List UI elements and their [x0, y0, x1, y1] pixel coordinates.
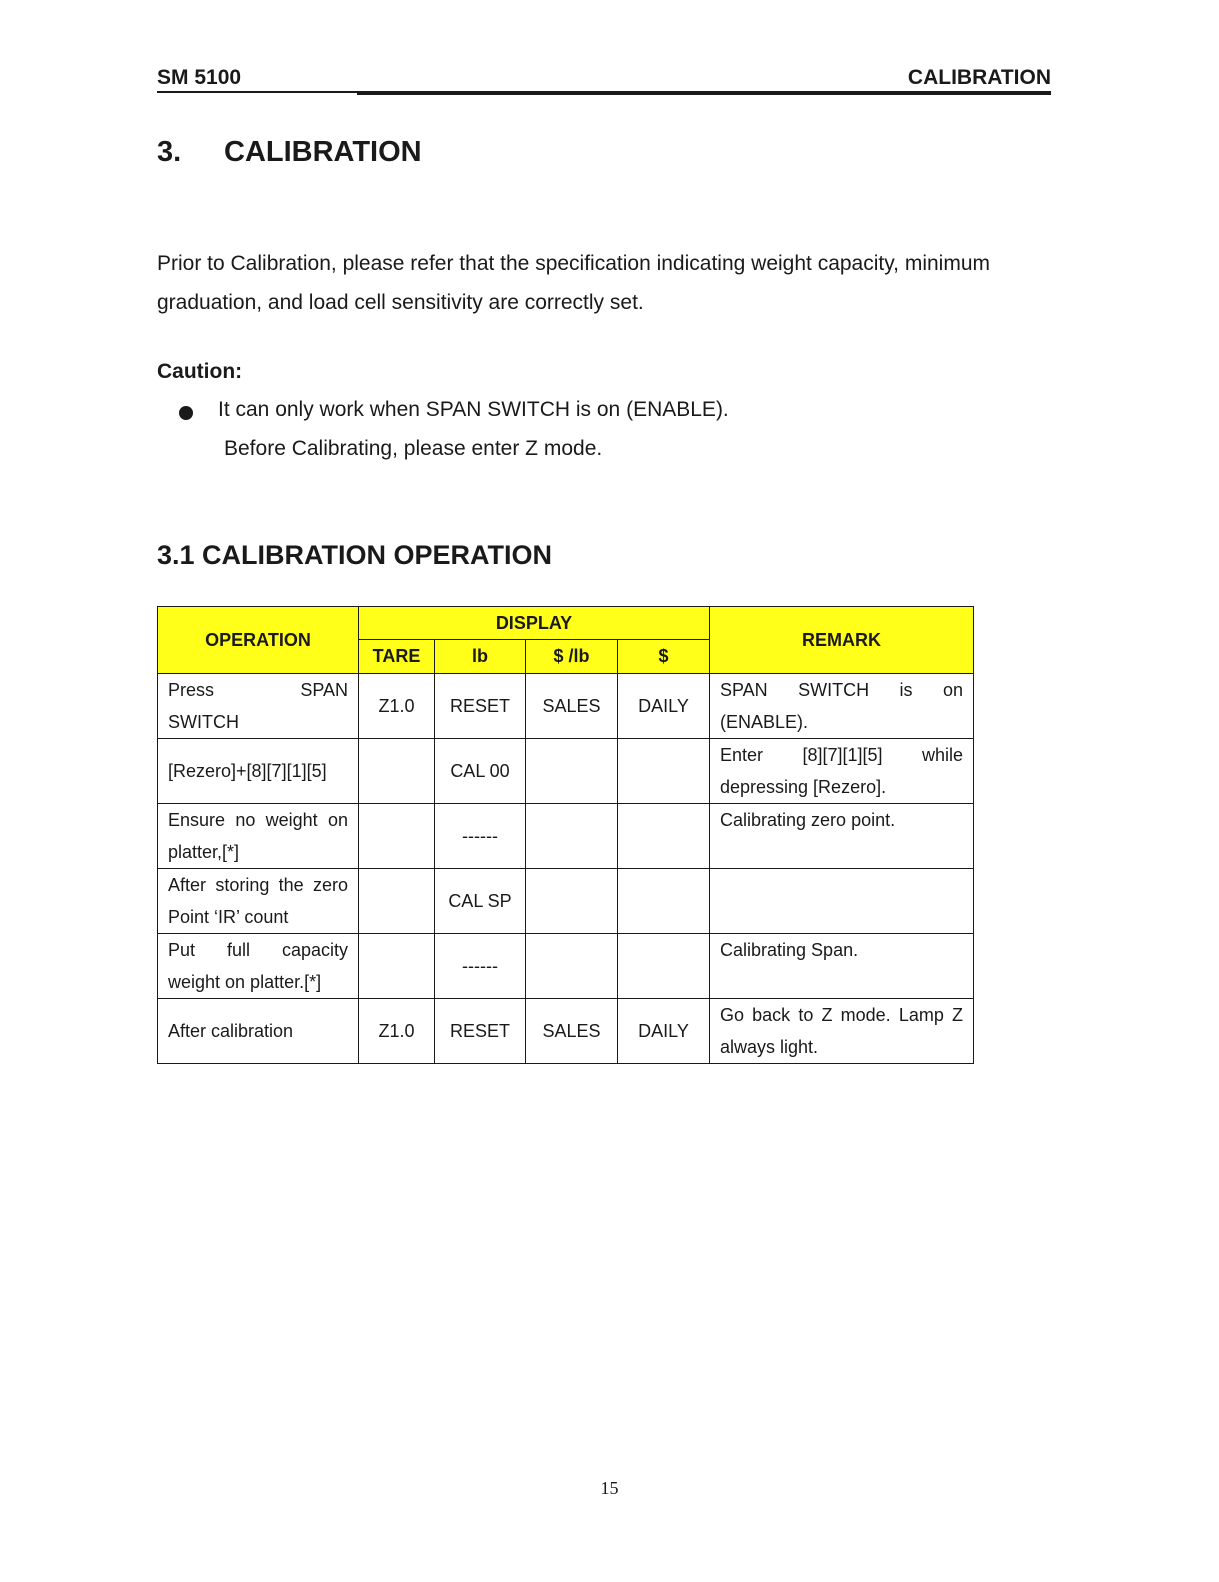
- chapter-title-text: CALIBRATION: [224, 136, 422, 168]
- intro-paragraph: Prior to Calibration, please refer that the specification indicating weight capacity, minimum graduation, and load cell sensitivity are correctly set.: [157, 252, 991, 314]
- table-row: [158, 674, 974, 739]
- price-per-lb-cell: [526, 869, 618, 934]
- header-model: SM 5100: [157, 66, 242, 89]
- price-per-lb-cell: [526, 739, 618, 804]
- tare-cell: [359, 934, 435, 999]
- calibration-table: [157, 606, 974, 1064]
- section-title: 3.1 CALIBRATION OPERATION: [157, 540, 553, 570]
- page-header: [157, 66, 1051, 94]
- operation-cell: Put full capacity weight on platter.[*]: [158, 934, 359, 999]
- remark-cell: [710, 869, 974, 934]
- operation-cell: Ensure no weight on platter,[*]: [158, 804, 359, 869]
- remark-cell: Calibrating zero point.: [710, 804, 974, 869]
- tare-cell: [359, 804, 435, 869]
- caution-line-2: Before Calibrating, please enter Z mode.: [224, 437, 603, 460]
- page-number: 15: [600, 1478, 619, 1498]
- header-tare: TARE: [359, 640, 435, 674]
- lb-cell: ------: [435, 804, 526, 869]
- caution-line-1: It can only work when SPAN SWITCH is on (ENABLE).: [218, 398, 729, 421]
- price-per-lb-cell: [526, 804, 618, 869]
- caution-label: Caution:: [157, 360, 243, 383]
- table-row: [158, 739, 974, 804]
- remark-cell: SPAN SWITCH is on (ENABLE).: [710, 674, 974, 739]
- operation-cell: Press SPAN SWITCH: [158, 674, 359, 739]
- total-price-cell: [618, 934, 710, 999]
- operation-cell: After storing the zero Point ‘IR’ count: [158, 869, 359, 934]
- chapter-number: 3.: [157, 136, 182, 168]
- price-per-lb-cell: [526, 934, 618, 999]
- total-price-cell: [618, 869, 710, 934]
- total-price-cell: [618, 739, 710, 804]
- table-row: [158, 999, 974, 1064]
- tare-cell: [359, 869, 435, 934]
- price-per-lb-cell: SALES: [526, 674, 618, 739]
- tare-cell: Z1.0: [359, 999, 435, 1064]
- header-rule-thick: [357, 91, 1051, 95]
- remark-cell: Enter [8][7][1][5] while depressing [Rezero].: [710, 739, 974, 804]
- header-price-per-lb: $ /lb: [526, 640, 618, 674]
- total-price-cell: [618, 804, 710, 869]
- header-remark: REMARK: [710, 607, 974, 674]
- header-operation: OPERATION: [158, 607, 359, 674]
- lb-cell: RESET: [435, 999, 526, 1064]
- lb-cell: CAL SP: [435, 869, 526, 934]
- lb-cell: RESET: [435, 674, 526, 739]
- remark-cell: Calibrating Span.: [710, 934, 974, 999]
- table-row: [158, 934, 974, 999]
- lb-cell: CAL 00: [435, 739, 526, 804]
- total-price-cell: DAILY: [618, 999, 710, 1064]
- operation-cell: After calibration: [158, 999, 359, 1064]
- price-per-lb-cell: SALES: [526, 999, 618, 1064]
- header-total-price: $: [618, 640, 710, 674]
- header-lb: lb: [435, 640, 526, 674]
- bullet-icon: [179, 406, 193, 420]
- total-price-cell: DAILY: [618, 674, 710, 739]
- tare-cell: [359, 739, 435, 804]
- tare-cell: Z1.0: [359, 674, 435, 739]
- lb-cell: ------: [435, 934, 526, 999]
- header-display: DISPLAY: [359, 607, 710, 640]
- operation-cell: [Rezero]+[8][7][1][5]: [158, 739, 359, 804]
- table-row: [158, 804, 974, 869]
- remark-cell: Go back to Z mode. Lamp Z always light.: [710, 999, 974, 1064]
- chapter-title: [157, 136, 422, 169]
- header-section: CALIBRATION: [907, 66, 1051, 89]
- table-row: [158, 869, 974, 934]
